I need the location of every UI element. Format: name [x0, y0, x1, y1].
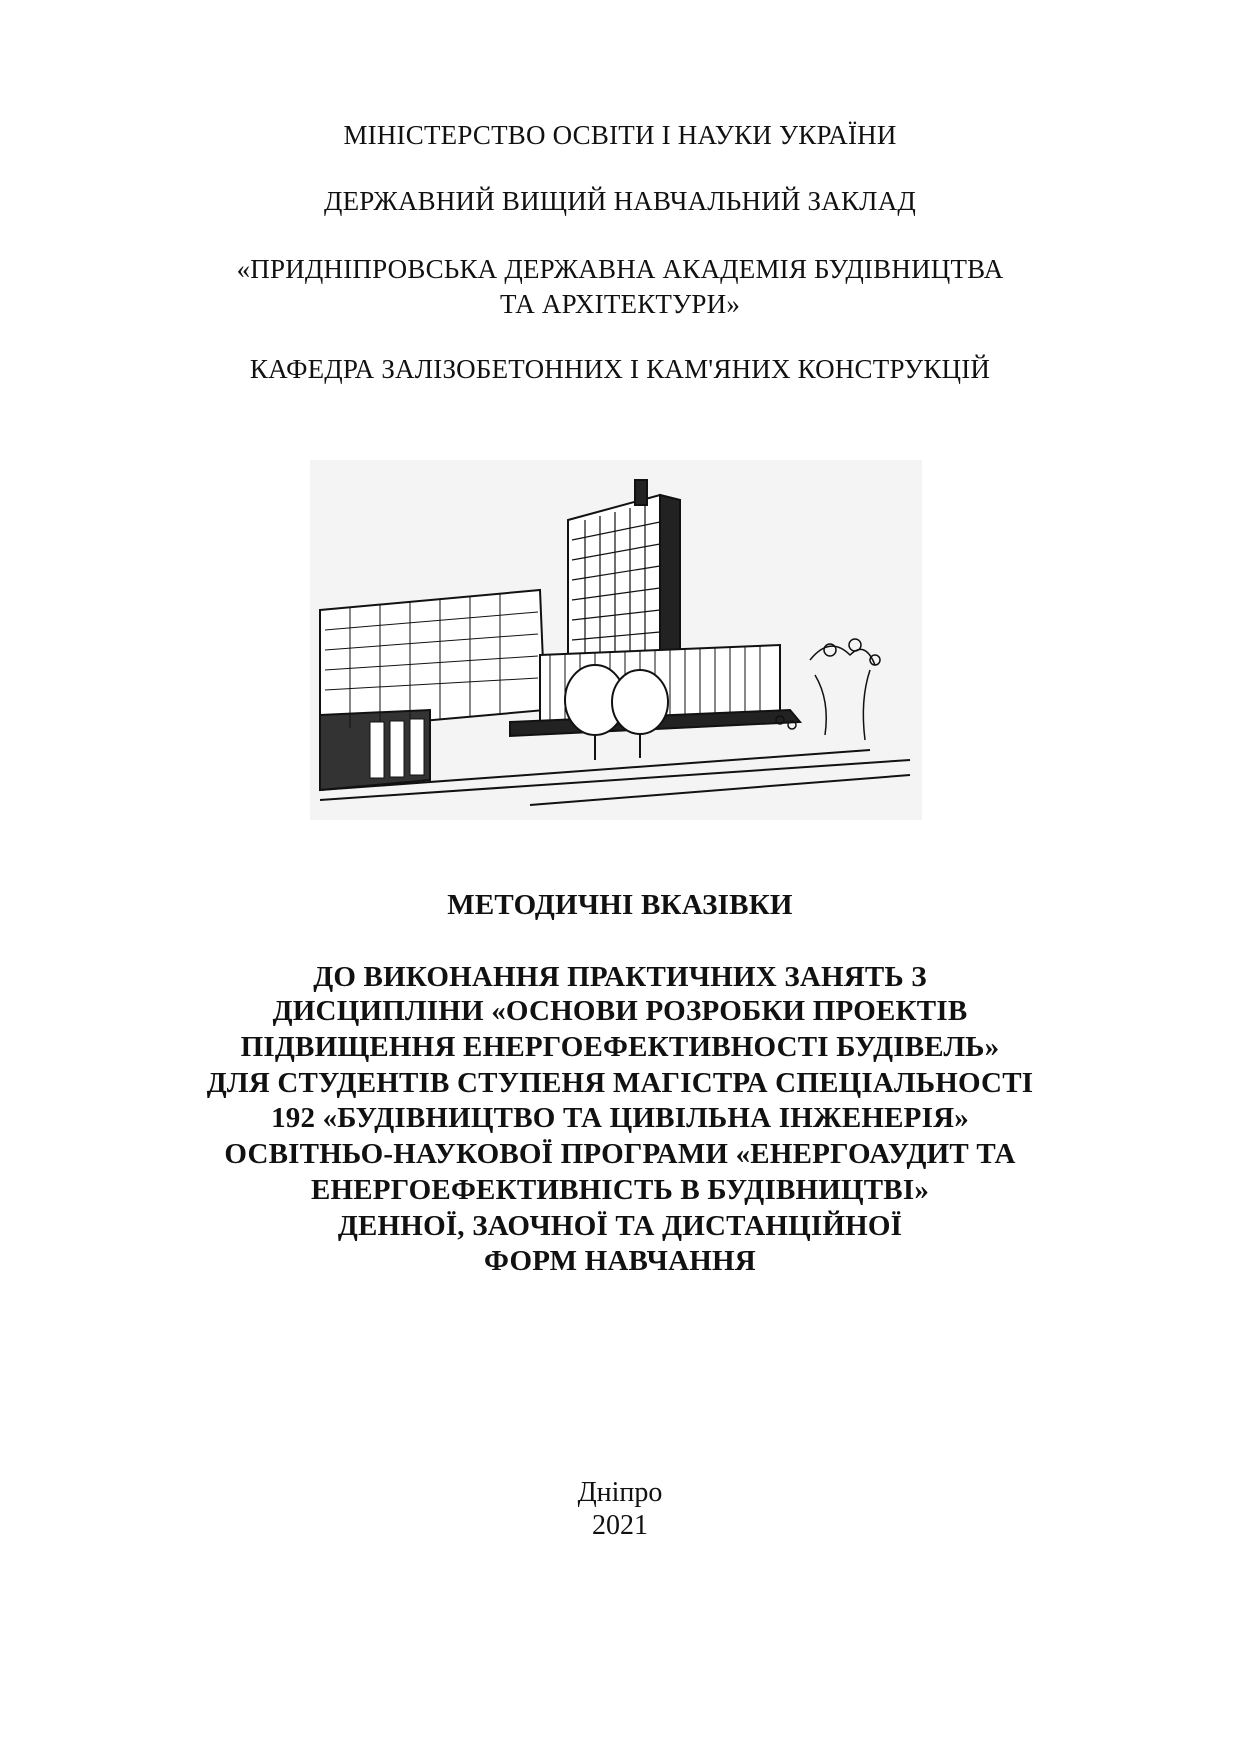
- title-line-2: ДИСЦИПЛІНИ «ОСНОВИ РОЗРОБКИ ПРОЕКТІВ: [272, 995, 968, 1027]
- title-line-5: 192 «БУДІВНИЦТВО ТА ЦИВІЛЬНА ІНЖЕНЕРІЯ»: [271, 1102, 969, 1134]
- title-line-1: ДО ВИКОНАННЯ ПРАКТИЧНИХ ЗАНЯТЬ З: [313, 961, 927, 993]
- title-line-7: ЕНЕРГОЕФЕКТИВНІСТЬ В БУДІВНИЦТВІ»: [310, 1174, 930, 1206]
- title-line-8: ДЕННОЇ, ЗАОЧНОЇ ТА ДИСТАНЦІЙНОЇ: [337, 1210, 903, 1242]
- title-line-6: ОСВІТНЬО-НАУКОВОЇ ПРОГРАМИ «ЕНЕРГОАУДИТ ТА: [224, 1138, 1016, 1170]
- ministry-line: МІНІСТЕРСТВО ОСВІТИ І НАУКИ УКРАЇНИ: [343, 120, 897, 150]
- academy-line-2: ТА АРХІТЕКТУРИ»: [499, 289, 741, 319]
- title-line-4: ДЛЯ СТУДЕНТІВ СТУПЕНЯ МАГІСТРА СПЕЦІАЛЬНОСТІ: [206, 1067, 1034, 1099]
- academy-building-illustration: [310, 460, 922, 820]
- academy-line-1: «ПРИДНІПРОВСЬКА ДЕРЖАВНА АКАДЕМІЯ БУДІВНИЦТВА: [236, 254, 1004, 284]
- title-line-3: ПІДВИЩЕННЯ ЕНЕРГОЕФЕКТИВНОСТІ БУДІВЕЛЬ»: [240, 1031, 1000, 1063]
- institution-type-line: ДЕРЖАВНИЙ ВИЩИЙ НАВЧАЛЬНИЙ ЗАКЛАД: [323, 186, 917, 216]
- document-type-heading: МЕТОДИЧНІ ВКАЗІВКИ: [447, 889, 793, 921]
- year-line: 2021: [592, 1510, 648, 1541]
- department-line: КАФЕДРА ЗАЛІЗОБЕТОННИХ І КАМ'ЯНИХ КОНСТРУКЦІЙ: [249, 354, 991, 384]
- city-line: Дніпро: [577, 1477, 663, 1508]
- title-line-9: ФОРМ НАВЧАННЯ: [484, 1245, 756, 1277]
